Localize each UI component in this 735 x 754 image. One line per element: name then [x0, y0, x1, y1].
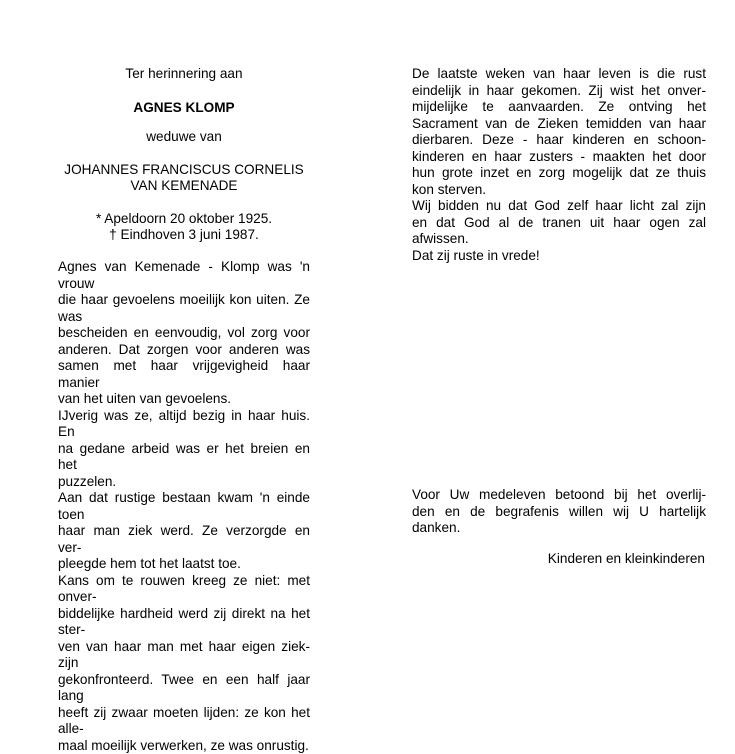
bio-paragraph-4 — [58, 573, 310, 754]
text-line: bescheiden en eenvoudig, vol zorg voor — [58, 325, 310, 342]
text-line: Wij bidden nu dat God zelf haar licht zal zijn — [412, 198, 706, 215]
text-line: Sacrament van de Zieken temidden van haar — [412, 116, 706, 133]
text-line: Dat zij ruste in vrede! — [412, 248, 706, 265]
text-line: IJverig was ze, altijd bezig in haar huis. En — [58, 408, 310, 441]
text-line: heeft zij zwaar moeten lijden: ze kon het alle- — [58, 705, 310, 738]
text-line: en dat God al de tranen uit haar ogen zal — [412, 215, 706, 232]
birth-date: * Apeldoorn 20 oktober 1925. — [58, 211, 310, 227]
text-line: mijdelijke te aanvaarden. Ze ontving het — [412, 99, 706, 116]
text-line: pleegde hem tot het laatst toe. — [58, 556, 310, 573]
bio-paragraph-2 — [58, 408, 310, 491]
text-line: Agnes van Kemenade - Klomp was 'n vrouw — [58, 259, 310, 292]
intro-text: Ter herinnering aan — [58, 66, 310, 81]
closing-paragraph-2 — [412, 198, 706, 248]
signature: Kinderen en kleinkinderen — [548, 551, 705, 566]
text-line: kinderen en haar zusters - maakten het door — [412, 149, 706, 166]
closing-paragraph-1 — [412, 66, 706, 198]
death-date: † Eindhoven 3 juni 1987. — [58, 227, 310, 243]
husband-name-line1: JOHANNES FRANCISCUS CORNELIS — [58, 162, 310, 178]
text-line: samen met haar vrijgevigheid haar manier — [58, 358, 310, 391]
right-column — [412, 66, 706, 264]
text-line: kon sterven. — [412, 182, 706, 199]
text-line: den en de begrafenis willen wij U hartelijk — [412, 504, 706, 521]
text-line: Aan dat rustige bestaan kwam 'n einde toen — [58, 490, 310, 523]
text-line: anderen. Dat zorgen voor anderen was — [58, 342, 310, 359]
text-line: na gedane arbeid was er het breien en het — [58, 441, 310, 474]
text-line: eindelijk in haar gekomen. Zij wist het onver- — [412, 83, 706, 100]
text-line: Voor Uw medeleven betoond bij het overlij- — [412, 487, 706, 504]
husband-name — [58, 162, 310, 194]
widow-of-text: weduwe van — [58, 129, 310, 144]
text-line: De laatste weken van haar leven is die rust — [412, 66, 706, 83]
text-line: hun grote inzet en zorg mogelijk dat ze thuis — [412, 165, 706, 182]
text-line: gekonfronteerd. Twee en een half jaar lang — [58, 672, 310, 705]
thanks-note — [412, 487, 706, 537]
text-line: Kans om te rouwen kreeg ze niet: met onver- — [58, 573, 310, 606]
bio-paragraph-3 — [58, 490, 310, 573]
text-line: ven van haar man met haar eigen ziek-zijn — [58, 639, 310, 672]
life-dates — [58, 211, 310, 243]
husband-name-line2: VAN KEMENADE — [58, 178, 310, 194]
text-line: biddelijke hardheid werd zij direkt na het ster- — [58, 606, 310, 639]
left-column — [58, 60, 310, 754]
biography — [58, 259, 310, 754]
text-line: maal moeilijk verwerken, ze was onrustig. — [58, 738, 310, 754]
deceased-name: AGNES KLOMP — [58, 100, 310, 115]
closing-paragraph-3 — [412, 248, 706, 265]
text-line: afwissen. — [412, 231, 706, 248]
text-line: die haar gevoelens moeilijk kon uiten. Ze was — [58, 292, 310, 325]
text-line: haar man ziek werd. Ze verzorgde en ver- — [58, 523, 310, 556]
text-line: danken. — [412, 520, 706, 537]
text-line: puzzelen. — [58, 474, 310, 491]
bio-paragraph-1 — [58, 259, 310, 408]
text-line: dierbaren. Deze - haar kinderen en schoon- — [412, 132, 706, 149]
text-line: van het uiten van gevoelens. — [58, 391, 310, 408]
